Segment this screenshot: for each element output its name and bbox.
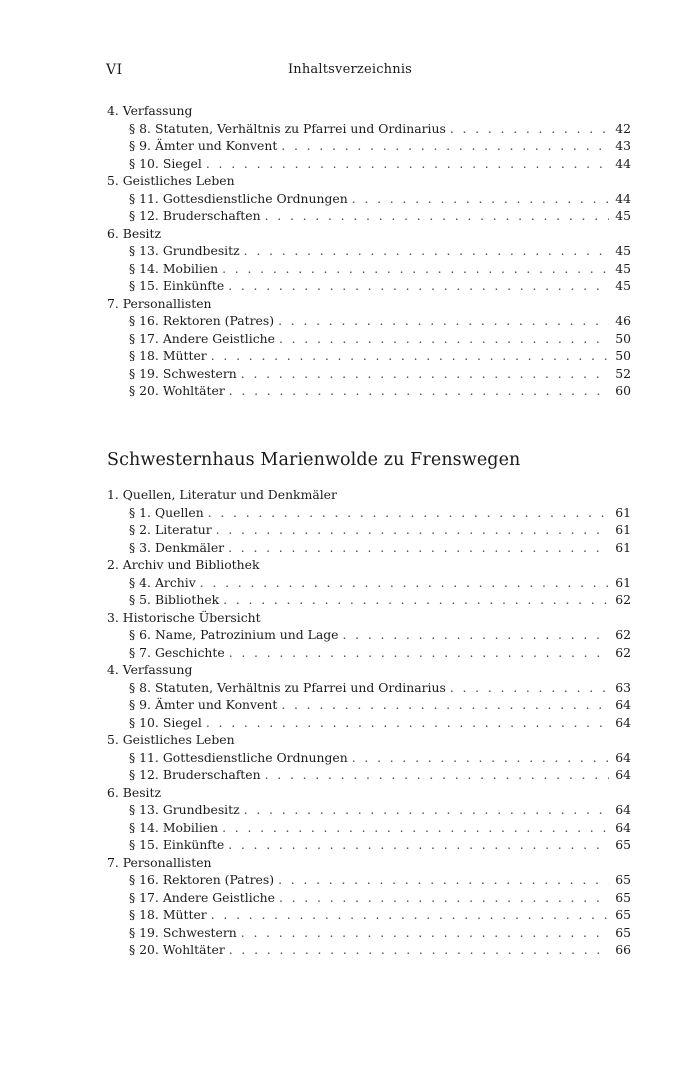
- toc-entry-title: Siegel: [162, 714, 202, 730]
- toc-page-number: 45: [615, 260, 631, 276]
- toc-page-number: 64: [615, 749, 631, 765]
- toc-page-number: 61: [615, 504, 631, 520]
- toc-entry-title: Grundbesitz: [162, 243, 240, 258]
- running-head: Inhaltsverzeichnis: [287, 62, 413, 77]
- toc-entry: [107, 871, 631, 889]
- page-number: VI: [106, 62, 123, 78]
- toc-entry: [107, 906, 631, 924]
- toc-page-number: 65: [615, 837, 631, 852]
- toc-entry: [107, 365, 631, 383]
- toc-part-marienwolde: [107, 486, 631, 959]
- dot-leader: [348, 190, 609, 208]
- toc-entry: [107, 924, 631, 942]
- toc-page-number: 43: [615, 138, 631, 153]
- toc-chapter-heading: 7. Personallisten: [107, 854, 212, 870]
- toc-entry-title: Andere Geistliche: [162, 889, 275, 905]
- toc-section-number: § 16.: [129, 872, 159, 887]
- dot-leader: [240, 242, 609, 260]
- toc-entry: [107, 801, 631, 819]
- toc-page-number: 50: [615, 330, 631, 346]
- toc-section-number: § 18.: [129, 907, 159, 922]
- toc-page-number: 66: [615, 942, 631, 957]
- toc-section-number: § 19.: [129, 924, 159, 940]
- toc-entry-title: Mobilien: [162, 819, 219, 835]
- toc-entry: [107, 277, 631, 295]
- toc-section-number: § 16.: [129, 313, 159, 328]
- toc-entry-title: Geschichte: [154, 644, 225, 660]
- toc-entry: [107, 889, 631, 907]
- toc-entry-title: Siegel: [162, 155, 202, 171]
- toc-page-number: 62: [615, 644, 631, 660]
- toc-section-number: § 5.: [129, 592, 151, 607]
- toc-section-number: § 19.: [129, 365, 159, 381]
- toc-page-number: 65: [615, 924, 631, 940]
- section-title: Schwesternhaus Marienwolde zu Frenswegen: [107, 450, 521, 470]
- toc-chapter-heading: 7. Personallisten: [107, 295, 212, 311]
- dot-leader: [196, 574, 609, 592]
- toc-section-number: § 12.: [129, 208, 159, 223]
- toc-page-number: 65: [615, 889, 631, 905]
- toc-section-number: § 12.: [129, 767, 159, 782]
- dot-leader: [275, 889, 609, 907]
- toc-page-number: 60: [615, 383, 631, 398]
- toc-entry: [107, 504, 631, 522]
- dot-leader: [204, 504, 609, 522]
- toc-section-number: § 10.: [129, 155, 159, 171]
- toc-page-number: 61: [615, 522, 631, 537]
- dot-leader: [202, 155, 609, 173]
- toc-section-number: § 15.: [129, 278, 159, 293]
- toc-entry: [107, 749, 631, 767]
- toc-entry: [107, 766, 631, 784]
- dot-leader: [348, 749, 609, 767]
- toc-entry: [107, 260, 631, 278]
- dot-leader: [202, 714, 609, 732]
- toc-section-number: § 6.: [129, 627, 151, 642]
- toc-entry-title: Mobilien: [162, 260, 219, 276]
- toc-entry-title: Wohltäter: [162, 942, 225, 957]
- toc-entry: [107, 137, 631, 155]
- toc-entry: [107, 714, 631, 732]
- toc-section-number: § 14.: [129, 819, 159, 835]
- toc-entry-title: Mütter: [162, 348, 207, 363]
- dot-leader: [224, 277, 609, 295]
- dot-leader: [261, 766, 609, 784]
- toc-section-number: § 2.: [129, 522, 151, 537]
- toc-chapter-heading: 3. Historische Übersicht: [107, 609, 261, 625]
- toc-entry-title: Quellen: [154, 504, 204, 520]
- toc-entry-title: Archiv: [154, 574, 196, 590]
- toc-entry: [107, 819, 631, 837]
- toc-entry: [107, 644, 631, 662]
- toc-page-number: 52: [615, 365, 631, 381]
- toc-chapter-heading: 5. Geistliches Leben: [107, 173, 235, 188]
- toc-section-number: § 11.: [129, 749, 159, 765]
- toc-section-number: § 20.: [129, 383, 159, 398]
- toc-entry-title: Statuten, Verhältnis zu Pfarrei und Ordinarius: [154, 679, 446, 695]
- toc-page-number: 64: [615, 767, 631, 782]
- toc-section-number: § 20.: [129, 942, 159, 957]
- toc-page-number: 65: [615, 907, 631, 922]
- toc-section-number: § 15.: [129, 837, 159, 852]
- toc-section-number: § 17.: [129, 889, 159, 905]
- toc-entry-title: Statuten, Verhältnis zu Pfarrei und Ordinarius: [154, 120, 446, 136]
- toc-chapter-heading: 2. Archiv und Bibliothek: [107, 557, 260, 572]
- toc-page-number: 63: [615, 679, 631, 695]
- toc-entry: [107, 696, 631, 714]
- toc-entry: [107, 382, 631, 400]
- dot-leader: [446, 120, 609, 138]
- toc-entry-title: Andere Geistliche: [162, 330, 275, 346]
- toc-chapter-heading: 4. Verfassung: [107, 103, 193, 118]
- toc-chapter-heading: 5. Geistliches Leben: [107, 732, 235, 747]
- dot-leader: [225, 382, 609, 400]
- toc-entry-title: Gottesdienstliche Ordnungen: [162, 749, 348, 765]
- toc-chapter-heading: 4. Verfassung: [107, 662, 193, 677]
- toc-entry-title: Schwestern: [162, 365, 237, 381]
- dot-leader: [274, 312, 609, 330]
- toc-entry: [107, 190, 631, 208]
- dot-leader: [218, 819, 609, 837]
- toc-entry: [107, 574, 631, 592]
- toc-page-number: 45: [615, 243, 631, 258]
- toc-section-number: § 3.: [129, 539, 151, 555]
- dot-leader: [237, 365, 609, 383]
- toc-entry: [107, 242, 631, 260]
- toc-page-number: 62: [615, 592, 631, 607]
- dot-leader: [275, 330, 609, 348]
- toc-entry-title: Einkünfte: [162, 278, 225, 293]
- toc-entry-title: Bruderschaften: [162, 767, 261, 782]
- toc-section-number: § 8.: [129, 679, 151, 695]
- toc-page-number: 64: [615, 819, 631, 835]
- toc-entry: [107, 521, 631, 539]
- toc-section-number: § 11.: [129, 190, 159, 206]
- toc-section-number: § 1.: [129, 504, 151, 520]
- toc-chapter-heading: 1. Quellen, Literatur und Denkmäler: [107, 487, 337, 502]
- dot-leader: [225, 644, 609, 662]
- toc-page-number: 44: [615, 155, 631, 171]
- toc-page-number: 65: [615, 872, 631, 887]
- toc-entry-title: Ämter und Konvent: [154, 138, 278, 153]
- dot-leader: [446, 679, 609, 697]
- toc-page-number: 62: [615, 627, 631, 642]
- dot-leader: [219, 591, 609, 609]
- dot-leader: [212, 521, 609, 539]
- toc-section-number: § 17.: [129, 330, 159, 346]
- toc-page-number: 44: [615, 190, 631, 206]
- toc-chapter-heading: 6. Besitz: [107, 784, 162, 800]
- toc-entry: [107, 539, 631, 557]
- toc-entry-title: Rektoren (Patres): [162, 313, 275, 328]
- toc-entry: [107, 155, 631, 173]
- toc-section-number: § 9.: [129, 138, 151, 153]
- toc-section-number: § 4.: [129, 574, 151, 590]
- dot-leader: [277, 137, 609, 155]
- toc-page-number: 46: [615, 313, 631, 328]
- dot-leader: [339, 626, 610, 644]
- toc-entry: [107, 836, 631, 854]
- dot-leader: [277, 696, 609, 714]
- toc-entry: [107, 347, 631, 365]
- dot-leader: [225, 941, 609, 959]
- toc-page-number: 42: [615, 120, 631, 136]
- toc-section-number: § 8.: [129, 120, 151, 136]
- toc-entry-title: Rektoren (Patres): [162, 872, 275, 887]
- dot-leader: [261, 207, 609, 225]
- toc-entry: [107, 626, 631, 644]
- dot-leader: [237, 924, 609, 942]
- toc-entry: [107, 941, 631, 959]
- toc-page-number: 64: [615, 714, 631, 730]
- toc-page-number: 61: [615, 539, 631, 555]
- toc-part-continued: [107, 102, 631, 400]
- toc-entry-title: Bibliothek: [154, 592, 220, 607]
- toc-entry-title: Name, Patrozinium und Lage: [154, 627, 339, 642]
- toc-entry: [107, 120, 631, 138]
- dot-leader: [240, 801, 609, 819]
- toc-entry-title: Gottesdienstliche Ordnungen: [162, 190, 348, 206]
- toc-entry-title: Literatur: [154, 522, 212, 537]
- toc-section-number: § 9.: [129, 697, 151, 712]
- toc-section-number: § 13.: [129, 243, 159, 258]
- dot-leader: [207, 906, 609, 924]
- toc-chapter-heading: 6. Besitz: [107, 225, 162, 241]
- dot-leader: [207, 347, 609, 365]
- toc-page-number: 61: [615, 574, 631, 590]
- toc-entry: [107, 207, 631, 225]
- dot-leader: [218, 260, 609, 278]
- toc-section-number: § 7.: [129, 644, 151, 660]
- toc-page-number: 64: [615, 697, 631, 712]
- toc-entry-title: Mütter: [162, 907, 207, 922]
- toc-section-number: § 10.: [129, 714, 159, 730]
- toc-entry-title: Einkünfte: [162, 837, 225, 852]
- dot-leader: [224, 539, 609, 557]
- dot-leader: [274, 871, 609, 889]
- toc-entry: [107, 679, 631, 697]
- toc-entry-title: Bruderschaften: [162, 208, 261, 223]
- toc-entry: [107, 312, 631, 330]
- toc-entry-title: Ämter und Konvent: [154, 697, 278, 712]
- dot-leader: [224, 836, 609, 854]
- toc-entry-title: Schwestern: [162, 924, 237, 940]
- toc-entry: [107, 330, 631, 348]
- toc-page-number: 64: [615, 802, 631, 817]
- toc-page-number: 45: [615, 278, 631, 293]
- toc-page-number: 45: [615, 208, 631, 223]
- toc-entry: [107, 591, 631, 609]
- toc-section-number: § 13.: [129, 802, 159, 817]
- toc-section-number: § 18.: [129, 348, 159, 363]
- toc-entry-title: Grundbesitz: [162, 802, 240, 817]
- toc-section-number: § 14.: [129, 260, 159, 276]
- toc-entry-title: Denkmäler: [154, 539, 225, 555]
- toc-entry-title: Wohltäter: [162, 383, 225, 398]
- toc-page-number: 50: [615, 348, 631, 363]
